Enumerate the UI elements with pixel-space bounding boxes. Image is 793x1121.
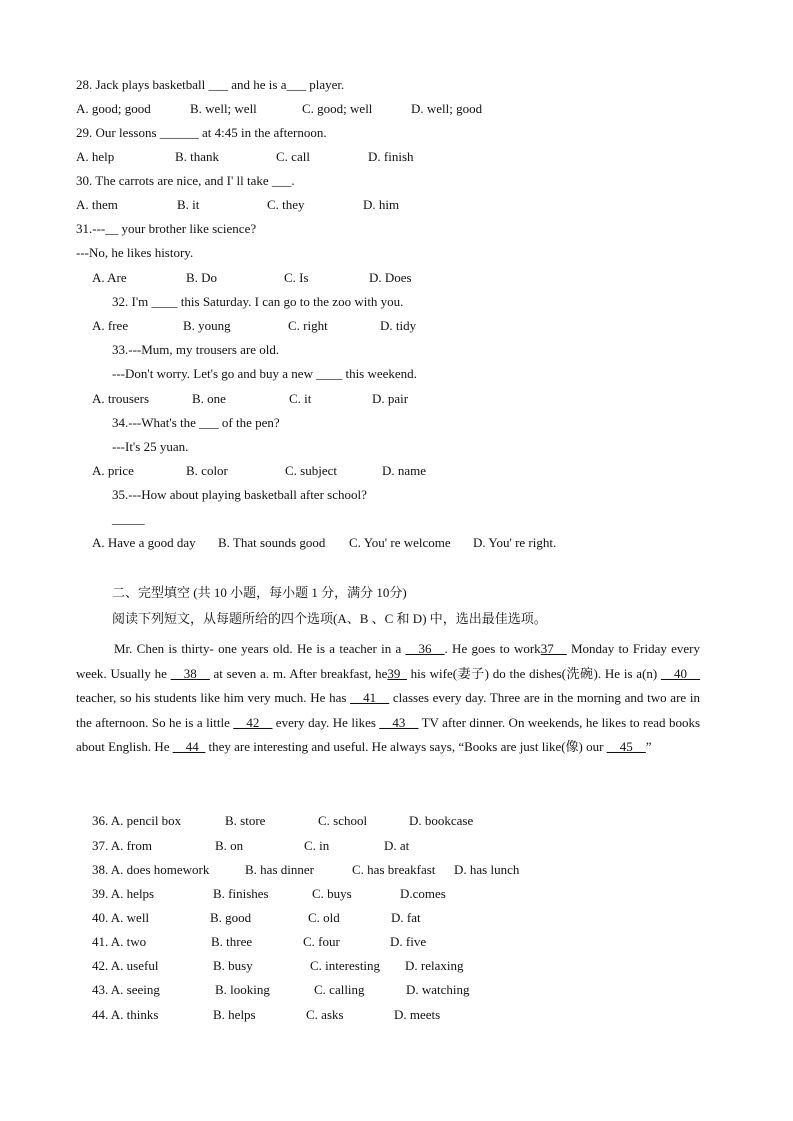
question-28-stem: 28. Jack plays basketball ___ and he is a___ player. <box>76 77 345 92</box>
q41-option-d: D. five <box>390 934 427 949</box>
q34-option-b: B. color <box>186 463 228 478</box>
question-33-reply: ---Don't worry. Let's go and buy a new ____ this weekend. <box>112 366 417 381</box>
q28-option-c: C. good; well <box>302 101 373 116</box>
q42-option-d: D. relaxing <box>405 958 464 973</box>
q40-option-b: B. good <box>210 910 252 925</box>
passage-text: teacher, so his students like him very much. He has <box>76 690 351 705</box>
blank-41: __41__ <box>350 690 390 705</box>
question-35-reply: _____ <box>112 511 145 526</box>
q29-option-d: D. finish <box>368 149 414 164</box>
passage-text: at seven a. m. After breakfast, he <box>209 665 388 681</box>
q34-option-a: A. price <box>92 463 134 478</box>
blank-44: __44_ <box>172 739 206 754</box>
q42-option-b: B. busy <box>213 958 253 973</box>
q43-option-b: B. looking <box>215 982 270 997</box>
q28-option-b: B. well; well <box>190 101 257 116</box>
q28-option-a: A. good; good <box>76 101 151 116</box>
q28-option-d: D. well; good <box>411 101 483 116</box>
q36-option-c: C. school <box>318 813 368 828</box>
blank-39: 39_ <box>387 665 407 681</box>
q44-option-b: B. helps <box>213 1007 256 1022</box>
q33-option-a: A. trousers <box>92 391 150 406</box>
question-33-stem: 33.---Mum, my trousers are old. <box>112 342 280 357</box>
q31-option-a: A. Are <box>92 270 127 285</box>
question-35-stem: 35.---How about playing basketball after school? <box>112 487 367 502</box>
q29-option-b: B. thank <box>175 149 220 164</box>
question-34-reply: ---It's 25 yuan. <box>112 439 189 454</box>
q32-option-b: B. young <box>183 318 231 333</box>
q30-option-b: B. it <box>177 197 200 212</box>
q40-option-c: C. old <box>308 910 340 925</box>
blank-45: __45__ <box>606 739 646 754</box>
q29-option-a: A. help <box>76 149 115 164</box>
q39-option-a: 39. A. helps <box>92 886 155 901</box>
passage-text: TV after dinner. On weekends, he likes to read books about English. He <box>76 714 701 754</box>
q33-option-d: D. pair <box>372 391 409 406</box>
q32-option-c: C. right <box>288 318 328 333</box>
q30-option-c: C. they <box>267 197 305 212</box>
q35-option-c: C. You' re welcome <box>349 535 451 550</box>
q43-option-a: 43. A. seeing <box>92 982 160 997</box>
q43-option-d: D. watching <box>406 982 470 997</box>
passage-text: they are interesting and useful. He always says, “Books are just like(像) our <box>205 739 607 754</box>
question-30-stem: 30. The carrots are nice, and I' ll take ___. <box>76 173 295 188</box>
q39-option-c: C. buys <box>312 886 352 901</box>
section-2-heading: 二、完型填空 (共 10 小题，每小题 1 分，满分 10分) <box>112 585 407 600</box>
blank-40: __40__ <box>661 665 701 681</box>
q35-option-d: D. You' re right. <box>473 535 557 550</box>
q37-option-a: 37. A. from <box>92 838 152 853</box>
q33-option-c: C. it <box>289 391 312 406</box>
q40-option-d: D. fat <box>391 910 421 925</box>
q42-option-a: 42. A. useful <box>92 958 159 973</box>
q41-option-a: 41. A. two <box>92 934 147 949</box>
q38-option-a: 38. A. does homework <box>92 862 210 877</box>
passage-text: ” <box>645 739 652 754</box>
question-34-stem: 34.---What's the ___ of the pen? <box>112 415 280 430</box>
q35-option-a: A. Have a good day <box>92 535 196 550</box>
q40-option-a: 40. A. well <box>92 910 150 925</box>
q36-option-b: B. store <box>225 813 266 828</box>
q31-option-c: C. Is <box>284 270 309 285</box>
q31-option-d: D. Does <box>369 270 412 285</box>
q33-option-b: B. one <box>192 391 226 406</box>
question-31-reply: ---No, he likes history. <box>76 245 194 260</box>
q34-option-c: C. subject <box>285 463 337 478</box>
question-31-stem: 31.---__ your brother like science? <box>76 221 257 236</box>
q29-option-c: C. call <box>276 149 310 164</box>
q30-option-a: A. them <box>76 197 118 212</box>
q44-option-a: 44. A. thinks <box>92 1007 159 1022</box>
blank-42: __42__ <box>233 714 273 730</box>
passage-text: Mr. Chen is thirty- one years old. He is a teacher in a <box>114 641 406 656</box>
q43-option-c: C. calling <box>314 982 365 997</box>
passage-text: classes every day. Three are in the morning and two are in the afternoon. So he is a little <box>76 690 700 730</box>
q31-option-b: B. Do <box>186 270 218 285</box>
q32-option-d: D. tidy <box>380 318 417 333</box>
q35-option-b: B. That sounds good <box>218 535 326 550</box>
q38-option-b: B. has dinner <box>245 862 314 877</box>
q44-option-d: D. meets <box>394 1007 441 1022</box>
q38-option-d: D. has lunch <box>454 862 520 877</box>
question-29-stem: 29. Our lessons ______ at 4:45 in the afternoon. <box>76 125 327 140</box>
q36-option-a: 36. A. pencil box <box>92 813 182 828</box>
q32-option-a: A. free <box>92 318 129 333</box>
blank-43: __43__ <box>379 714 419 730</box>
q34-option-d: D. name <box>382 463 427 478</box>
passage-text: every day. He likes <box>272 714 380 730</box>
question-32-stem: 32. I'm ____ this Saturday. I can go to the zoo with you. <box>112 294 404 309</box>
q39-option-b: B. finishes <box>213 886 269 901</box>
q37-option-d: D. at <box>384 838 410 853</box>
q42-option-c: C. interesting <box>310 958 381 973</box>
passage-text: . He goes to work <box>444 641 541 656</box>
blank-37: 37__ <box>540 641 567 656</box>
q37-option-c: C. in <box>304 838 330 853</box>
passage-text: his wife(妻子) do the dishes(洗碗). He is a(n) <box>406 665 662 681</box>
q41-option-c: C. four <box>303 934 340 949</box>
q36-option-d: D. bookcase <box>409 813 474 828</box>
q39-option-d: D.comes <box>400 886 446 901</box>
blank-36: __36__ <box>405 641 445 656</box>
blank-38: __38__ <box>170 665 210 681</box>
q30-option-d: D. him <box>363 197 400 212</box>
q37-option-b: B. on <box>215 838 244 853</box>
cloze-passage <box>76 637 700 760</box>
passage-text: Monday to Friday every week. Usually he <box>76 641 700 681</box>
q38-option-c: C. has breakfast <box>352 862 436 877</box>
section-2-instruction: 阅读下列短文，从每题所给的四个选项(A、B 、C 和 D) 中，选出最佳选项。 <box>112 611 547 626</box>
q41-option-b: B. three <box>211 934 253 949</box>
q44-option-c: C. asks <box>306 1007 344 1022</box>
